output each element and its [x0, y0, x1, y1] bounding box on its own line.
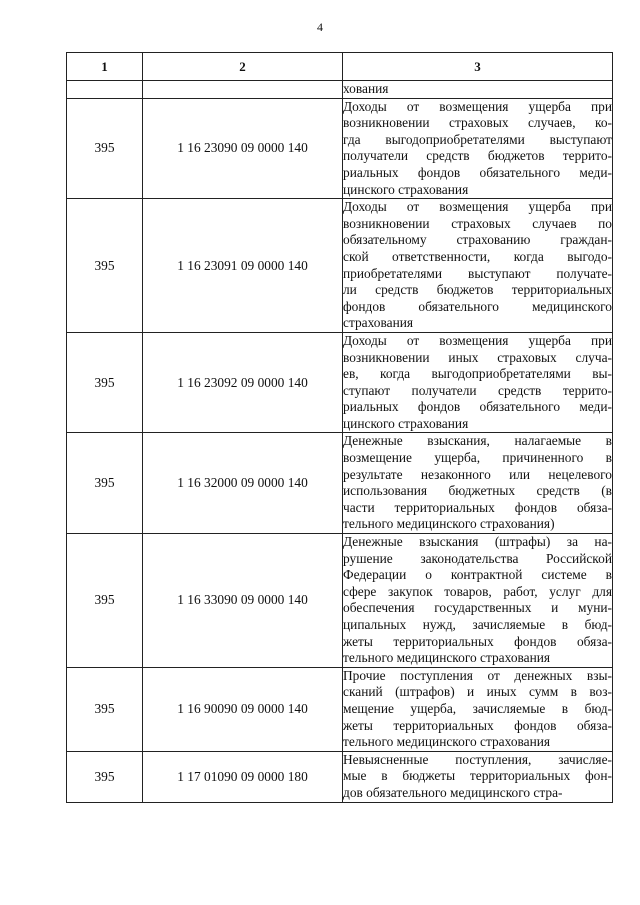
- budget-classification-code-cell: 1 16 90090 09 0000 140: [143, 667, 343, 751]
- description-line: фондов обязательного медицинского: [343, 298, 612, 314]
- administrator-code-cell: 395: [67, 199, 143, 333]
- description-line: риальных фондов обязательного меди-: [343, 164, 612, 180]
- description-line: мещение ущерба, зачисляемые в бюд-: [343, 700, 612, 716]
- description-line: страхования: [343, 315, 414, 331]
- administrator-code-cell: 395: [67, 667, 143, 751]
- administrator-code-cell: 395: [67, 751, 143, 802]
- description-line: цинского страхования: [343, 415, 469, 431]
- description-line: Доходы от возмещения ущерба при: [343, 98, 612, 114]
- description-line: приобретателями выступают получате-: [343, 265, 612, 281]
- description-line: возникновении иных страховых случа-: [343, 349, 612, 365]
- description-line: ципальных нужд, зачисляемые в бюд-: [343, 617, 612, 632]
- income-description-cell: [343, 751, 613, 802]
- table-row: [67, 534, 613, 668]
- description-line: мые в бюджеты территориальных фон-: [343, 768, 612, 784]
- description-line: Доходы от возмещения ущерба при: [343, 332, 612, 348]
- description-line: сканий (штрафов) и иных сумм в воз-: [343, 684, 612, 700]
- description-line: части территориальных фондов обяза-: [343, 499, 612, 515]
- description-line: Невыясненные поступления, зачисляе-: [343, 751, 612, 767]
- income-description-cell: [343, 332, 613, 433]
- description-line: Денежные взыскания (штрафы) за на-: [343, 534, 612, 550]
- budget-classification-code-cell: [143, 81, 343, 99]
- income-description-cell: [343, 81, 613, 99]
- administrator-code-cell: [67, 81, 143, 99]
- description-line: возмещение ущерба, причиненного в: [343, 450, 612, 466]
- description-line: цинского страхования: [343, 181, 469, 197]
- description-line: рушение законодательства Российской: [343, 550, 612, 566]
- income-description-cell: [343, 534, 613, 668]
- table-header-row: [67, 53, 613, 81]
- column-header-2: 2: [143, 53, 343, 81]
- administrator-code-cell: 395: [67, 332, 143, 433]
- income-description-cell: [343, 433, 613, 534]
- description-line: ской ответственности, когда выгодо-: [343, 248, 612, 264]
- administrator-code-cell: 395: [67, 534, 143, 668]
- income-description-cell: [343, 667, 613, 751]
- column-header-3: 3: [343, 53, 613, 81]
- description-line: сфере закупок товаров, работ, услуг для: [343, 583, 612, 599]
- description-line: тельного медицинского страхования: [343, 650, 551, 666]
- administrator-code-cell: 395: [67, 98, 143, 199]
- description-line: ли средств бюджетов территориальных: [343, 282, 612, 298]
- budget-classification-code-cell: 1 16 32000 09 0000 140: [143, 433, 343, 534]
- administrator-code-cell: 395: [67, 433, 143, 534]
- description-line: тельного медицинского страхования: [343, 734, 551, 750]
- description-line: Федерации о контрактной системе в: [343, 567, 612, 583]
- page-number: 4: [317, 20, 323, 34]
- description-line: тельного медицинского страхования): [343, 516, 555, 532]
- table-row: [67, 199, 613, 333]
- income-codes-table: [66, 52, 613, 803]
- income-description-cell: [343, 98, 613, 199]
- description-line: обеспечения государственных и муни-: [343, 600, 612, 616]
- description-line: использования бюджетных средств (в: [343, 483, 612, 499]
- description-line: риальных фондов обязательного меди-: [343, 399, 612, 415]
- description-line: Прочие поступления от денежных взы-: [343, 667, 612, 683]
- description-line: гда выгодоприобретателями выступают: [343, 131, 612, 147]
- description-line: жеты территориальных фондов обяза-: [343, 717, 612, 733]
- description-line: хования: [343, 81, 389, 96]
- description-line: Денежные взыскания, налагаемые в: [343, 433, 612, 449]
- table-row: [67, 81, 613, 99]
- description-line: обязательному страхованию граждан-: [343, 232, 612, 248]
- description-line: результате незаконного или нецелевого: [343, 466, 612, 482]
- table-row: [67, 667, 613, 751]
- budget-classification-code-cell: 1 16 33090 09 0000 140: [143, 534, 343, 668]
- description-line: получатели средств бюджетов террито-: [343, 148, 612, 164]
- description-line: Доходы от возмещения ущерба при: [343, 199, 612, 215]
- description-line: ев, когда выгодоприобретателями вы-: [343, 366, 612, 382]
- description-line: возникновении страховых случаев, ко-: [343, 115, 612, 131]
- budget-classification-code-cell: 1 16 23090 09 0000 140: [143, 98, 343, 199]
- income-description-cell: [343, 199, 613, 333]
- description-line: жеты территориальных фондов обяза-: [343, 633, 612, 649]
- table-row: [67, 332, 613, 433]
- description-line: ступают получатели средств террито-: [343, 382, 612, 398]
- budget-classification-code-cell: 1 17 01090 09 0000 180: [143, 751, 343, 802]
- table-row: [67, 98, 613, 199]
- description-line: дов обязательного медицинского стра-: [343, 784, 563, 800]
- table-row: [67, 433, 613, 534]
- table-row: [67, 751, 613, 802]
- column-header-1: 1: [67, 53, 143, 81]
- description-line: возникновении страховых случаев по: [343, 215, 612, 231]
- budget-classification-code-cell: 1 16 23092 09 0000 140: [143, 332, 343, 433]
- budget-classification-code-cell: 1 16 23091 09 0000 140: [143, 199, 343, 333]
